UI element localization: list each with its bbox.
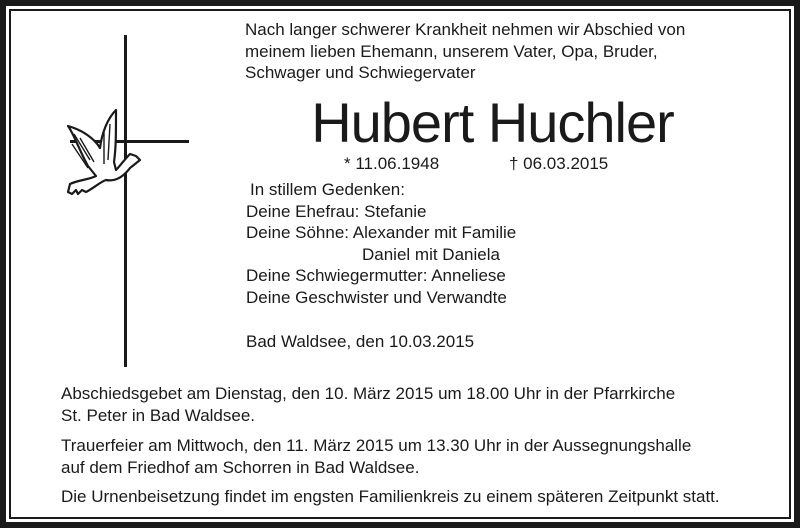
notice-line: St. Peter in Bad Waldsee. bbox=[61, 405, 256, 425]
obituary-notice bbox=[6, 6, 794, 522]
notice-line: Abschiedsgebet am Dienstag, den 10. März 2015 um 18.00 Uhr in der Pfarrkirche bbox=[61, 384, 676, 403]
place-date: Bad Waldsee, den 10.03.2015 bbox=[246, 332, 475, 351]
notice-line: Die Urnenbeisetzung findet im engsten Familienkreis zu einem späteren Zeitpunkt statt. bbox=[61, 487, 720, 506]
intro-line: Schwager und Schwiegervater bbox=[245, 63, 476, 82]
notice-line: Trauerfeier am Mittwoch, den 11. März 2015 um 13.30 Uhr in der Aussegnungshalle bbox=[61, 436, 692, 455]
intro-line: Nach langer schwerer Krankheit nehmen wir Abschied von bbox=[245, 20, 686, 39]
mourner-line: Daniel mit Daniela bbox=[362, 244, 500, 264]
mourner-line: Deine Söhne: Alexander mit Familie bbox=[246, 223, 517, 242]
deceased-name: Hubert Huchler bbox=[311, 91, 674, 154]
mourner-line: Deine Schwiegermutter: Anneliese bbox=[246, 266, 506, 285]
intro-line: meinem lieben Ehemann, unserem Vater, Opa, Bruder, bbox=[245, 41, 658, 61]
birth-date: * 11.06.1948 bbox=[344, 154, 440, 173]
mourner-line: Deine Geschwister und Verwandte bbox=[246, 287, 507, 307]
mourner-line: Deine Ehefrau: Stefanie bbox=[246, 201, 427, 221]
notice-line: auf dem Friedhof am Schorren in Bad Waldsee. bbox=[61, 457, 420, 477]
mourners-heading: In stillem Gedenken: bbox=[250, 180, 405, 199]
death-date: † 06.03.2015 bbox=[509, 154, 609, 173]
